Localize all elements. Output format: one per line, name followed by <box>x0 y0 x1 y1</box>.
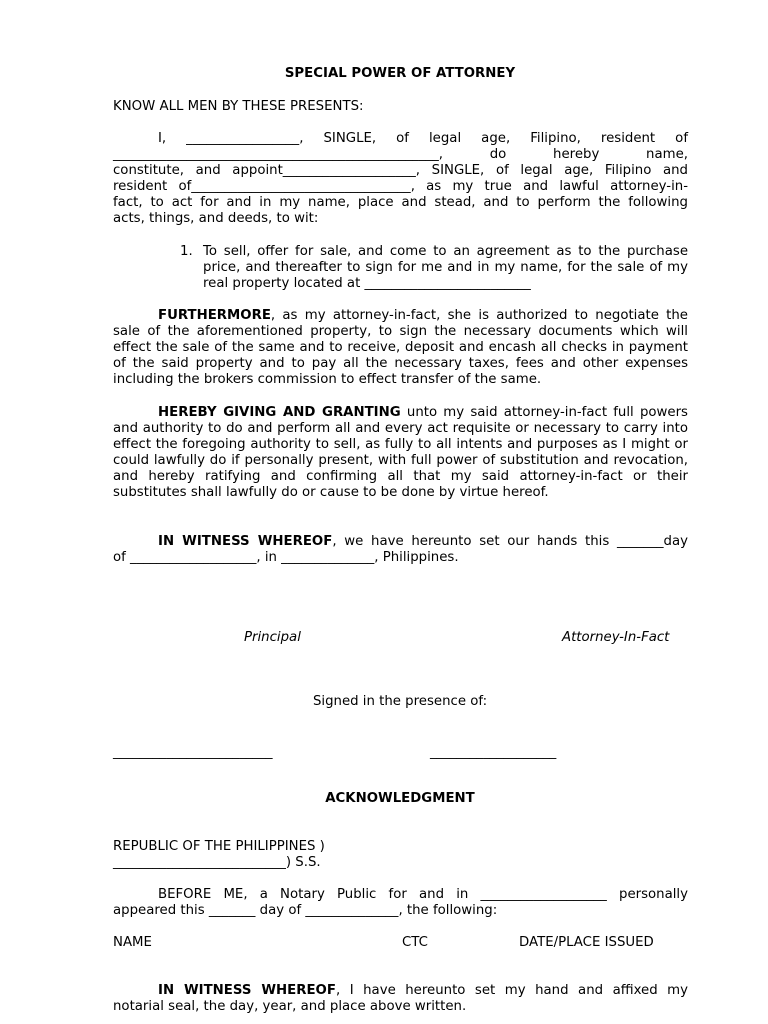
document-title: SPECIAL POWER OF ATTORNEY <box>284 66 516 81</box>
granting-lead: HEREBY GIVING AND GRANTING <box>158 405 401 420</box>
witness-paragraph-line1 <box>113 534 688 550</box>
acknowledgment-title: ACKNOWLEDGMENT <box>325 791 475 806</box>
para1-line4: resident of_________________________________, as my true and lawful attorney-in- <box>113 179 688 194</box>
para1-line2: _________________________________________________, do hereby name, <box>113 147 688 162</box>
notary-witness-text: , I have hereunto set my hand and affixed my <box>335 983 689 998</box>
furthermore-text: , as my attorney-in-fact, she is authorized to negotiate the sale of the aforementioned property, to sign the necessary documents which will effect the sale of the same and to receive, deposit and encash all checks in payment of the said property and to pay all the necessary taxes, fees and other expenses including the brokers commission to effect transfer of the same. <box>113 308 688 387</box>
witness-paragraph-line2: of ___________________, in ______________, Philippines. <box>113 550 459 565</box>
ss-line: __________________________) S.S. <box>113 855 321 870</box>
granting-paragraph <box>113 405 688 501</box>
republic-line: REPUBLIC OF THE PHILIPPINES ) <box>113 839 325 854</box>
para1-line1: I, _________________, SINGLE, of legal age, Filipino, resident of <box>158 131 688 146</box>
notary-witness-lead: IN WITNESS WHEREOF <box>158 983 336 998</box>
attorney-in-fact-label: Attorney-In-Fact <box>562 630 670 645</box>
witness-signature-line-right: ___________________ <box>430 745 557 760</box>
granting-text: unto my said attorney-in-fact full powers and authority to do and perform all and every act requisite or necessary to carry into effect the foregoing authority to sell, as fully to all intents and purposes as I might or could lawfully do if personally present, with full power of substitution and revocation, and hereby ratifying and confirming all that my said attorney-in-fact or their substitutes shall lawfully do or cause to be done by virtue hereof. <box>113 405 688 500</box>
column-date-header: DATE/PLACE ISSUED <box>519 935 654 950</box>
notary-witness-line2: notarial seal, the day, year, and place above written. <box>113 999 467 1014</box>
furthermore-lead: FURTHERMORE <box>158 308 271 323</box>
list-item-number: 1. <box>180 244 193 259</box>
witness-signature-line-left: ________________________ <box>113 745 273 760</box>
notary-witness-line1 <box>113 983 688 999</box>
principal-label: Principal <box>244 630 301 645</box>
column-ctc-header: CTC <box>402 935 428 950</box>
before-me-line1: BEFORE ME, a Notary Public for and in ___________________ personally <box>158 887 688 902</box>
presence-label: Signed in the presence of: <box>312 694 488 709</box>
list-item-text: To sell, offer for sale, and come to an agreement as to the purchase price, and thereafter to sign for me and in my name, for the sale of my real property located at _________________________ <box>203 244 688 291</box>
para1-line3: constitute, and appoint____________________, SINGLE, of legal age, Filipino and <box>113 163 688 178</box>
witness-lead: IN WITNESS WHEREOF <box>158 534 333 549</box>
opening-line: KNOW ALL MEN BY THESE PRESENTS: <box>113 99 364 114</box>
list-item <box>180 244 688 292</box>
column-name-header: NAME <box>113 935 152 950</box>
before-me-line2: appeared this _______ day of ______________, the following: <box>113 903 498 918</box>
para1-line5: fact, to act for and in my name, place and stead, and to perform the following <box>113 195 688 210</box>
para1-line6: acts, things, and deeds, to wit: <box>113 211 319 226</box>
furthermore-paragraph <box>113 308 688 388</box>
witness-text: , we have hereunto set our hands this _______day <box>332 534 688 549</box>
